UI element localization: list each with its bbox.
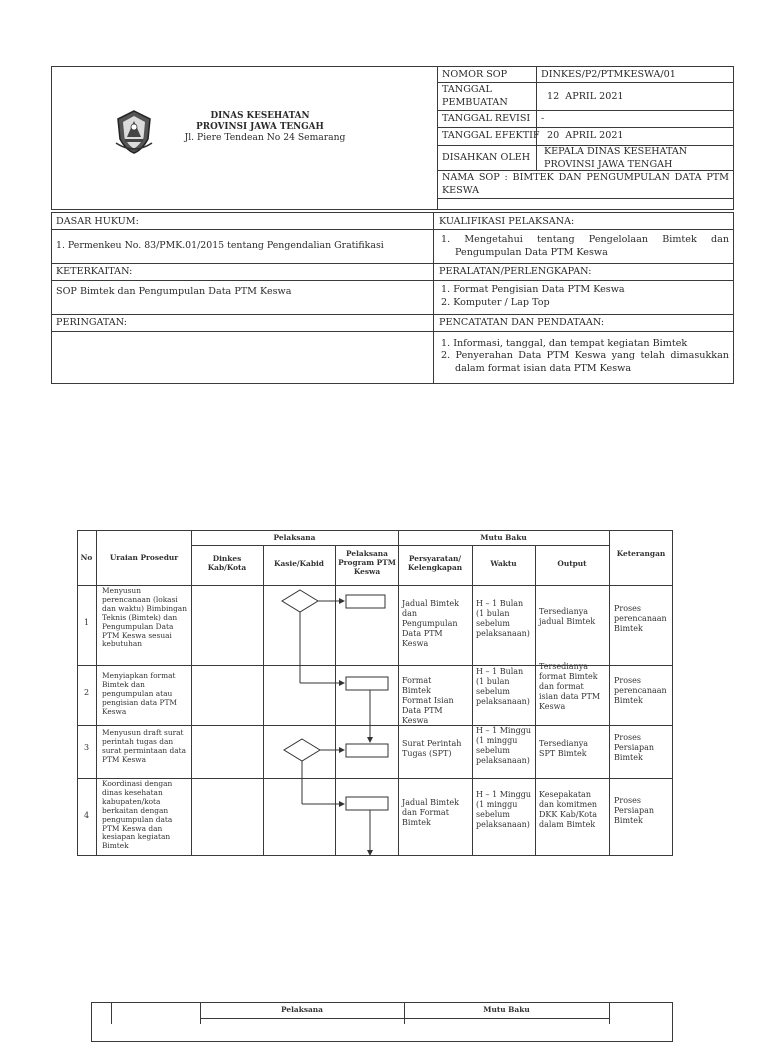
peringatan-label: PERINGATAN: (56, 317, 128, 328)
row-2-uraian: Menyiapkan format Bimtek dan pengumpulan atau pengisian data PTM Keswa (102, 671, 177, 716)
row-4-persyaratan: Jadual Bimtek dan Format Bimtek (402, 798, 459, 827)
col-header-program: Pelaksana Program PTM Keswa (338, 549, 396, 576)
col-header-pelaksana: Pelaksana (273, 533, 316, 542)
next-col-header-pelaksana: Pelaksana (281, 1005, 323, 1014)
meta-label-tanggal-pembuatan: TANGGAL PEMBUATAN (442, 84, 508, 108)
meta-label-tanggal-efektif: TANGGAL EFEKTIF (442, 130, 540, 141)
meta-value-tanggal-pembuatan: 12 APRIL 2021 (547, 91, 624, 102)
flow-decision-1 (282, 590, 318, 612)
row-3-persyaratan: Surat Perintah Tugas (SPT) (402, 739, 462, 758)
row-3-output: Tersedianya SPT Bimtek (539, 739, 589, 758)
row-1-uraian: Menyusun perencanaan (lokasi dan waktu) Bimbingan Teknis (Bimtek) dan Pengumpulan Data PTM Keswa sesuai kebutuhan (102, 586, 187, 649)
pencatatan-item-2: 2. Penyerahan Data PTM Keswa yang telah dimasukkan dalam format isian data PTM Keswa (441, 350, 729, 374)
meta-label-tanggal-revisi: TANGGAL REVISI (442, 113, 531, 124)
peralatan-item-2: 2. Komputer / Lap Top (441, 297, 550, 308)
col-header-mutu-baku: Mutu Baku (480, 533, 527, 542)
col-header-persyaratan: Persyaratan/ Kelengkapan (407, 554, 463, 572)
col-header-kasie: Kasie/Kabid (274, 559, 324, 568)
meta-value-tanggal-efektif: 20 APRIL 2021 (547, 130, 624, 141)
meta-value-tanggal-revisi: - (541, 113, 545, 124)
col-header-uraian: Uraian Prosedur (109, 553, 179, 562)
col-header-no: No (80, 553, 93, 562)
row-3-uraian: Menyusun draft surat perintah tugas dan surat permintaan data PTM Keswa (102, 728, 186, 764)
col-header-waktu: Waktu (490, 559, 517, 568)
keterkaitan-label: KETERKAITAN: (56, 266, 133, 277)
dasar-hukum-label: DASAR HUKUM: (56, 216, 139, 227)
row-1-output: Tersedianya jadual Bimtek (539, 607, 596, 626)
sop-name: NAMA SOP : BIMTEK DAN PENGUMPULAN DATA PTM KESWA (442, 172, 729, 196)
row-2-output: Tersedianya format Bimtek dan format isian data PTM Keswa (539, 662, 601, 711)
peralatan-label: PERALATAN/PERLENGKAPAN: (439, 266, 592, 277)
pencatatan-item-1: 1. Informasi, tanggal, dan tempat kegiatan Bimtek (441, 338, 688, 349)
flow-process-4 (346, 797, 388, 810)
row-3-keterangan: Proses Persiapan Bimtek (614, 733, 655, 762)
flow-process-1 (346, 595, 385, 608)
flow-decision-3 (284, 739, 320, 761)
agency-address: Jl. Piere Tendean No 24 Semarang (184, 132, 346, 143)
keterkaitan-text: SOP Bimtek dan Pengumpulan Data PTM Keswa (56, 286, 292, 297)
row-4-output: Kesepakatan dan komitmen DKK Kab/Kota dalam Bimtek (539, 790, 598, 829)
pencatatan-label: PENCATATAN DAN PENDATAAN: (439, 317, 605, 328)
row-1-keterangan: Proses perencanaan Bimtek (614, 604, 667, 633)
row-3-no: 3 (84, 743, 90, 752)
col-header-keterangan: Keterangan (616, 549, 666, 558)
col-header-output: Output (557, 559, 587, 568)
meta-value-nomor-sop: DINKES/P2/PTMKESWA/01 (541, 69, 676, 80)
meta-label-disahkan-oleh: DISAHKAN OLEH (442, 152, 531, 163)
row-4-no: 4 (84, 811, 90, 820)
province-name: PROVINSI JAWA TENGAH (196, 122, 324, 132)
row-2-waktu: H – 1 Bulan (1 bulan sebelum pelaksanaan) (476, 667, 530, 706)
row-2-keterangan: Proses perencanaan Bimtek (614, 676, 667, 705)
kualifikasi-item: 1. Mengetahui tentang Pengelolaan Bimtek dan Pengumpulan Data PTM Keswa (441, 234, 729, 258)
agency-name: DINAS KESEHATAN (210, 111, 310, 121)
dasar-hukum-text: 1. Permenkeu No. 83/PMK.01/2015 tentang Pengendalian Gratifikasi (56, 240, 384, 251)
row-1-no: 1 (84, 618, 90, 627)
flow-process-3 (346, 744, 388, 757)
flow-process-2 (346, 677, 388, 690)
col-header-dinkes: Dinkes Kab/Kota (207, 554, 247, 572)
row-1-persyaratan: Jadual Bimtek dan Pengumpulan Data PTM Keswa (402, 599, 459, 648)
meta-label-nomor-sop: NOMOR SOP (442, 69, 508, 80)
peralatan-item-1: 1. Format Pengisian Data PTM Keswa (441, 284, 625, 295)
row-4-waktu: H – 1 Minggu (1 minggu sebelum pelaksanaan) (476, 790, 531, 829)
row-4-uraian: Koordinasi dengan dinas kesehatan kabupaten/kota berkaitan dengan pengumpulan data PTM Keswa dan kesiapan kegiatan Bimtek (102, 779, 173, 851)
row-2-persyaratan: Format Bimtek Format Isian Data PTM Keswa (402, 676, 454, 725)
meta-value-disahkan-oleh: KEPALA DINAS KESEHATAN PROVINSI JAWA TENGAH (544, 146, 688, 170)
row-3-waktu: H – 1 Minggu (1 minggu sebelum pelaksanaan) (476, 726, 531, 765)
kualifikasi-label: KUALIFIKASI PELAKSANA: (439, 216, 575, 227)
row-1-waktu: H – 1 Bulan (1 bulan sebelum pelaksanaan) (476, 599, 530, 638)
row-4-keterangan: Proses Persiapan Bimtek (614, 796, 655, 825)
next-col-header-mutu-baku: Mutu Baku (483, 1005, 530, 1014)
row-2-no: 2 (84, 688, 90, 697)
